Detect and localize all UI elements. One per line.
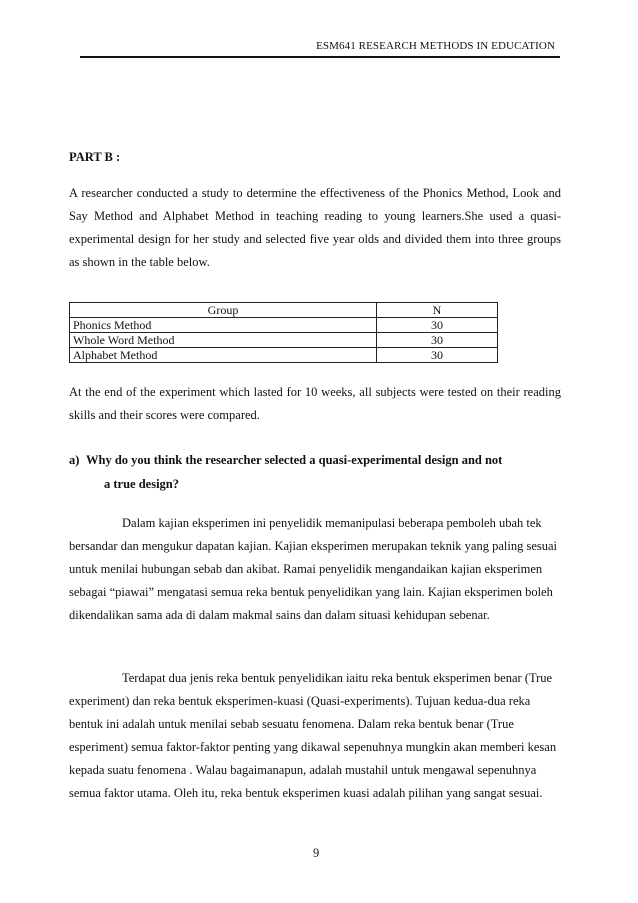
table-cell-group: Alphabet Method <box>70 348 377 363</box>
header-rule <box>80 56 560 58</box>
answer-text-1: Dalam kajian eksperimen ini penyelidik memanipulasi beberapa pemboleh ubah tek bersandar dan mengukur dapatan kajian. Kajian eksperimen merupakan teknik yang paling sesuai untuk menilai hubungan sebab dan akibat. Ramai penyelidik mengandaikan kajian eksperimen sebagai “piawai” mengatasi semua reka bentuk penyelidikan yang lain. Kajian eksperimen boleh dikendalikan sama ada di dalam makmal sains dan dalam situasi kehidupan sebenar. <box>69 516 558 622</box>
table-cell-n: 30 <box>377 333 498 348</box>
question-a <box>69 448 559 496</box>
table-row <box>70 333 498 348</box>
table-cell-n: 30 <box>377 318 498 333</box>
question-line-1 <box>69 448 559 472</box>
table-cell-group: Phonics Method <box>70 318 377 333</box>
table-header-row <box>70 303 498 318</box>
question-marker: a) <box>69 453 80 467</box>
table-cell-n: 30 <box>377 348 498 363</box>
table-cell-group: Whole Word Method <box>70 333 377 348</box>
running-header: ESM641 RESEARCH METHODS IN EDUCATION <box>316 40 555 52</box>
answer-text-2: Terdapat dua jenis reka bentuk penyelidikan iaitu reka bentuk eksperimen benar (True experiment) dan reka bentuk eksperimen-kuasi (Quasi-experiments). Tujuan kedua-dua reka bentuk ini adalah untuk menilai sebab sesuatu fenomena. Dalam reka bentuk benar (True esperiment) semua faktor-faktor penting yang dikawal sepenuhnya mungkin akan memberi kesan kepada suatu fenomena . Walau bagaimanapun, adalah mustahil untuk mengawal sepenuhnya semua faktor utama. Oleh itu, reka bentuk eksperimen kuasi adalah pilihan yang sangat sesuai. <box>69 671 557 800</box>
study-groups-table <box>69 302 498 363</box>
question-text-1: Why do you think the researcher selected a quasi-experimental design and not <box>86 453 503 467</box>
table-row <box>70 318 498 333</box>
page-number: 9 <box>313 846 320 860</box>
table-header-group: Group <box>70 303 377 318</box>
part-title: PART B : <box>69 150 121 164</box>
question-text-2: a true design? <box>104 477 179 491</box>
answer-paragraph-2 <box>69 667 561 805</box>
intro-paragraph: A researcher conducted a study to determine the effectiveness of the Phonics Method, Look and Say Method and Alphabet Method in teaching reading to young learners.She used a quasi-experimental design for her study and selected five year olds and divided them into three groups as shown in the table below. <box>69 186 561 269</box>
outro-paragraph: At the end of the experiment which lasted for 10 weeks, all subjects were tested on their reading skills and their scores were compared. <box>69 385 561 422</box>
answer-paragraph-1 <box>69 512 561 627</box>
table-header-n: N <box>377 303 498 318</box>
table-row <box>70 348 498 363</box>
